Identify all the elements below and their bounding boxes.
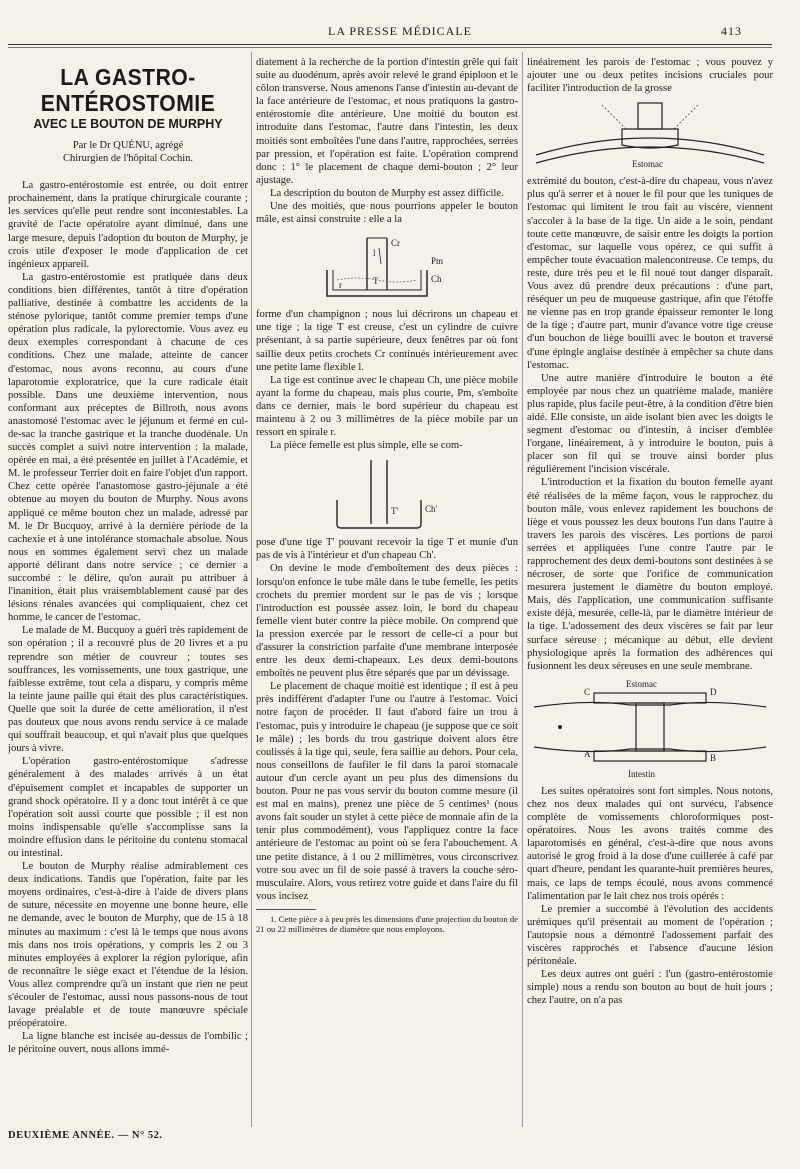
fig3-label-estomac: Estomac — [632, 159, 663, 170]
column-separator — [522, 52, 523, 1127]
female-button-figure — [307, 456, 467, 532]
column-3 — [527, 56, 773, 1126]
paragraph: pose d'une tige T' pouvant recevoir la tige T et munie d'un pas de vis à l'intérieur et d'un chapeau Ch'. — [256, 537, 518, 562]
article-subtitle: AVEC LE BOUTON DE MURPHY — [33, 117, 223, 131]
fig1-label-ch: Ch — [431, 274, 442, 285]
fig1-label-t: T — [373, 276, 379, 287]
fig1-label-l: l — [373, 248, 376, 259]
column-2 — [256, 56, 518, 1126]
fig1-label-cr: Cr — [391, 238, 400, 249]
fig4-label-b: B — [710, 752, 717, 763]
author-affiliation: Chirurgien de l'hôpital Cochin. — [62, 153, 193, 165]
paragraph: Le placement de chaque moitié est identique ; il est à peu près indifférent d'adapter l'une ou l'autre à l'estomac. Voici notre façon de procéder. Il faut d'abord faire un trou à l'estomac, puis y introduire le chapeau (je suppose que ce soit le mâle) ; les bords du trou gastrique doivent alors être coulissés à la tige qui, seule, fera saillie au dehors. Pour cela, nous conseillons de faufiler le fil dans la paroi stomacale autour d'un cercle ayant un peu plus des dimensions du bouton. Pour ne pas vous servir du bouton comme mesure (il est mal en mains), prenez une pièce de 5 centimes¹ (nous avons fait souder un stylet à cette pièce de monnaie afin de la tenir plus commodément), vous l'appliquez contre la face antérieure de l'estomac au point où se fera l'abouchement. A une petite distance, à 1 ou 2 millimètres, vous circonscrivez votre sou avec un fil de soie passé à travers la couche séro-musculaire. Alors, vous retirez votre guide et dans l'aire du fil vous incisez — [256, 681, 518, 902]
paragraph: Le malade de M. Bucquoy a guéri très rapidement de son opération ; il a recouvré plus de 20 livres et a pu reprendre son métier de couvreur ; toutes ses souffrances, les vomissements, une toux gastrique, une faiblesse extrême, tout cela a disparu, y compris même la teinte jaune paille qui était des plus caractéristiques. Quelle que soit la durée de cette amélioration, il n'est pas douteux que nous avons rendu service à ce malade qui souffrait beaucoup, et qui n'avait plus que quelques jours à vivre. — [8, 625, 248, 755]
fig2-label-ch-prime: Ch' — [425, 504, 438, 515]
paragraph: Les suites opératoires sont fort simples. Nous notons, chez nos deux malades qui ont survécu, l'absence complète de vomissements chloroformiques post-opératoires. Nous les avons traités comme des laparotomisés en général, c'est-à-dire que nous avons autorisé le grog froid à la dose d'une cuillerée à café par quart d'heure, pendant les quarante-huit premières heures, mais, ce laps de temps écoulé, nous avons commencé l'alimentation par le lait chez nos trois opérés : — [527, 785, 773, 902]
paragraph: Le premier a succombé à l'évolution des accidents urémiques qu'il présentait au moment de l'opération ; l'autopsie nous a démontré l'adossement parfait des viscères rapprochés et l'absence d'aucune lésion péritonéale. — [527, 903, 773, 968]
column-separator — [251, 52, 252, 1127]
fig4-label-d: D — [710, 686, 717, 697]
column-1 — [8, 56, 248, 1126]
male-button-figure — [307, 230, 467, 304]
paragraph: La gastro-entérostomie est pratiquée dans deux conditions bien différentes, tantôt à titre d'opération palliative, destinée à combattre les accidents de la sténose pylorique, tantôt comme premier temps d'une opération plus radicale, la pylorectomie. Vous avez eu deux exemples correspondant à chacune de ces conditions. Chez une malade, atteinte de cancer d'estomac, nous avons reconnu, au cours d'une laparotomie exploratrice, que la cure radicale était possible. Dans une deuxième intervention, nous conformant aux préceptes de Billroth, nous avons anastomosé l'estomac avec le jéjunum et fermé en cul-de-sac la tranche gastrique et la tranche duodénale. Un succès complet a suivi notre intervention : la malade, opérée en mai, a été présentée en juillet à l'Académie, et M. le professeur Terrier doit en faire l'objet d'un rapport. Chez cette opérée l'anastomose gastro-jéjunale a été obtenue au moyen du bouton de Murphy. Nous avons appliqué ce même bouton chez un malade, adressé par M. le Dr Bucquoy, arrivé à la dernière période de la cachexie et à une intolérance stomachale absolue. Nous nous en sommes également servi chez un malade apporté délirant dans notre service ; ce dernier a succombé : le délire, qu'on aurait pu attribuer à l'inanition, était plus vraisemblablement causé par des lésions rénales avancées qui compliquaient, chez cet homme, le cancer de l'estomac. — [8, 271, 248, 624]
header-rule — [8, 44, 772, 45]
fig4-label-intestin: Intestin — [628, 768, 655, 779]
paragraph: linéairement les parois de l'estomac ; vous pouvez y ajouter une ou deux petites incisions cruciales pour faciliter l'introduction de la grosse — [527, 57, 773, 95]
paragraph: Le bouton de Murphy réalise admirablement ces deux indications. Tandis que l'opération, faite par les moyens ordinaires, c'est-à-dire à l'aide de divers plans de suture, nécessite en moyenne une bonne heure, elle ne demande, avec le bouton de Murphy, que de 15 à 18 minutes au maximum : c'est là le temps que nous avons mis dans nos trois opérations, y compris les 2 ou 3 minutes employées à explorer la région pylorique, afin de reconnaître le siège exact et l'étendue de la lésion. Vous allez comprendre qu'à un instant que rien ne peut s'écouler de l'estomac, aussi nous passons-nous de tout lavage préalable et de toute manœuvre spéciale préopératoire. — [8, 861, 248, 1030]
fig1-label-r: r — [339, 280, 342, 291]
page-number: 413 — [721, 24, 742, 38]
paragraph: extrémité du bouton, c'est-à-dire du chapeau, vous n'avez plus qu'à serrer et à nouer le fil pour que les tuniques de l'estomac qui limitent le trou fait au viscère, viennent s'accoler à la base de la tige. Un aide a le soin, pendant toute cette manœuvre, de saisir entre les doigts la portion d'estomac, sur laquelle vous opérez, ce qui suffit à empêcher toute évacuation malencontreuse. Ce temps, du reste, dure très peu et le fil noué tout danger disparaît. Vous avez dû prendre deux précautions : d'une part, réséquer un peu de muqueuse gastrique, afin que l'étoffe ne vienne pas en trop grande épaisseur remonter le long de la tige ; d'autre part, munir d'avance votre tige creuse d'un bouchon de liège bouilli avec le bouton et traversé d'une épingle anglaise destinée à empêcher sa chute dans l'estomac. — [527, 176, 773, 371]
button-assembly-figure — [530, 677, 770, 781]
stomach-insertion-figure — [530, 99, 770, 171]
paragraph: La description du bouton de Murphy est assez difficile. — [270, 187, 504, 199]
article-title: LA GASTRO-ENTÉROSTOMIE — [40, 64, 216, 116]
fig1-label-pm: Pm — [431, 256, 444, 267]
paragraph: Une des moitiés, que nous pourrions appeler le bouton mâle, est ainsi construite : elle a la — [256, 201, 518, 226]
footnote: 1. Cette pièce a à peu près les dimensions d'une projection du bouton de 21 ou 22 millimètres de diamètre que nous employons. — [256, 913, 518, 935]
fig4-label-a: A — [584, 748, 591, 759]
issue-footer: DEUXIÈME ANNÉE. — N° 52. — [8, 1130, 163, 1141]
paragraph: La pièce femelle est plus simple, elle se com- — [270, 440, 463, 452]
fig4-label-c: C — [584, 686, 591, 697]
paragraph: diatement à la recherche de la portion d'intestin grêle qui fait suite au duodénum, après avoir relevé le grand épiploon et le côlon transverse. Nous amenons l'anse d'intestin au-devant de la face antérieure de l'estomac, et nous pratiquons la gastro-entérostomie dite antérieure. Une moitié du bouton est introduite dans l'estomac, l'autre dans l'intestin, les deux moitiés sont emboîtées l'une dans l'autre, rapprochées, serrées par pression, et l'opération est faite. L'opération comprend donc : 1° le placement de chaque demi-bouton ; 2° leur ajustage. — [256, 57, 518, 186]
paragraph: L'introduction et la fixation du bouton femelle ayant été réalisées de la même façon, vous le rapprochez du bouton mâle, vous enlevez rapidement les bouchons de liège et vous poussez les deux boutons l'un dans l'autre à travers les parois des viscères. Les portions de paroi serrées et appliquées l'une contre l'autre par le rapprochement des deux demi-boutons sont destinées à se nécroser, de sorte que l'orifice de communication mesurera justement le diamètre du bouton employé. Mais, dès l'application, une communication suffisante existe déjà, mesurée, celle-là, par le diamètre intérieur de la tige. L'adossement des deux viscères se fait par leur surface séreuse ; mécanique au début, elle devient physiologique après la formation des adhérences qui fusionnent les deux séreuses en une seule membrane. — [527, 477, 773, 672]
paragraph: La gastro-entérostomie est entrée, ou doit entrer prochainement, dans la pratique chirurgicale courante ; les services qu'elle peut rendre sont incontestables. La gravité de l'acte opératoire ayant diminué, dans une large mesure, depuis l'adoption du bouton de Murphy, je crois utile d'exposer le mode d'application de cet ingénieux appareil. — [8, 180, 248, 270]
paragraph: Les deux autres ont guéri : l'un (gastro-entérostomie simple) nous a rendu son bouton au bout de huit jours ; chez l'autre, on n'a pas — [527, 969, 773, 1007]
journal-title: LA PRESSE MÉDICALE — [327, 24, 472, 38]
footnote-rule — [256, 909, 316, 910]
paragraph: On devine le mode d'emboîtement des deux pièces : lorsqu'on enfonce le tube mâle dans le tube femelle, les petits crochets du premier mordent sur le pas de vis ; lorsque l'introduction est poussée assez loin, le bord du chapeau femelle vient buter contre la pièce mobile. On comprend que la pression exercée par le ressort de celle-ci a pour but d'assurer la constriction parfaite d'une membrane interposée entre les deux demi-chapeaux. Les deux demi-boutons emboîtés ne peuvent plus être séparés que par un dévissage. — [256, 563, 518, 680]
paragraph: Une autre manière d'introduire le bouton a été employée par nous chez un quatrième malade, manière plus rapide, plus facile peut-être, à la condition d'être bien aidé. Elle consiste, un aide isolant bien avec les doigts le segment d'estomac ou d'intestin, à inciser d'emblée l'organe, linéairement, à y introduire le bouton, puis à placer son fil qui se trouve ainsi border plus régulièrement l'incision viscérale. — [527, 372, 773, 476]
paragraph: La tige est continue avec le chapeau Ch, une pièce mobile ayant la forme du chapeau, mais plus courte, Pm, s'emboîte dans ce dernier, mais le bord supérieur du chapeau est maintenu à 2 ou 3 millimètres de la pièce mobile par un ressort en spirale r. — [256, 374, 518, 439]
header-rule-thin — [8, 47, 772, 48]
paragraph: La ligne blanche est incisée au-dessus de l'ombilic ; le péritoine ouvert, nous allons immé- — [8, 1031, 248, 1056]
article-author: Par le Dr QUÉNU, agrégé — [72, 140, 184, 152]
paragraph: L'opération gastro-entérostomique s'adresse généralement à des malades arrivés à un état d'épuisement complet et incapables de supporter un grand shock opératoire. Il y a donc tout intérêt à ce que l'opération soit aussi courte que possible ; il est non moins indispensable qu'elle s'accomplisse sans la moindre effusion dans le péritoine du contenu stomacal ou intestinal. — [8, 756, 248, 859]
paragraph: forme d'un champignon ; nous lui décrirons un chapeau et une tige ; la tige T est creuse, c'est un cylindre de cuivre présentant, à sa partie supérieure, deux fenêtres par où font saillie deux petits crochets Cr continués intérieurement avec une petite lame flexible l. — [256, 309, 518, 373]
page-header — [0, 24, 800, 42]
fig4-label-estomac: Estomac — [626, 678, 657, 689]
fig2-label-t-prime: T' — [391, 506, 399, 517]
